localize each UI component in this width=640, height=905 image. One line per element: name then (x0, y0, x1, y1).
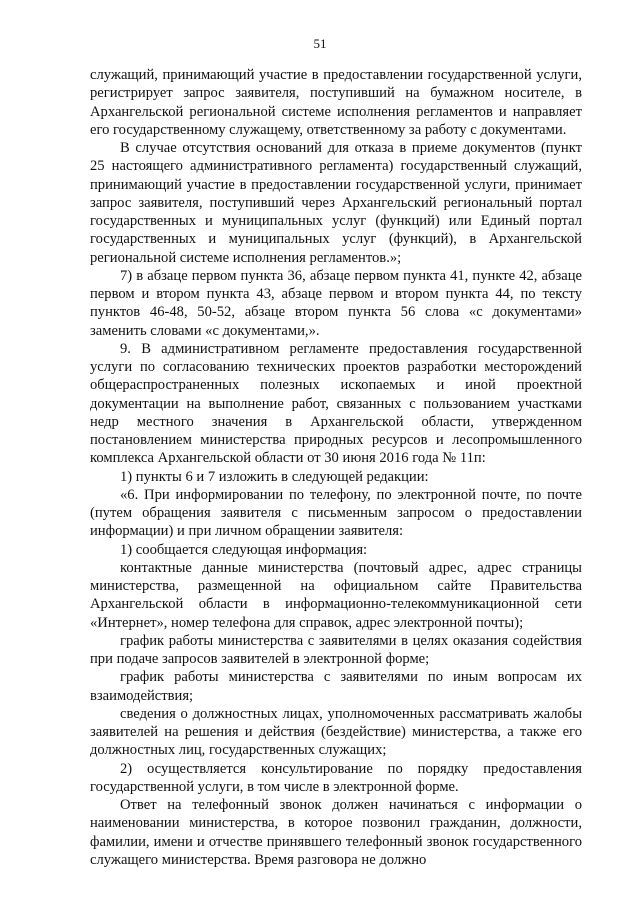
paragraph: график работы министерства с заявителями в целях оказания содействия при подаче запросов заявителей в электронной форме; (90, 632, 582, 667)
paragraph: 2) осуществляется консультирование по порядку предоставления государственной услуги, в том числе в электронной форме. (90, 760, 582, 795)
paragraph: «6. При информировании по телефону, по электронной почте, по почте (путем обращения заявителя с письменным запросом о предоставлении информации) и при личном обращении заявителя: (90, 486, 582, 540)
paragraph: В случае отсутствия оснований для отказа в приеме документов (пункт 25 настоящего административного регламента) государственный служащий, принимающий участие в предоставлении государственной услуги, принимает запрос заявителя, поступивший через Архангельский региональный портал государственных и муниципальных услуг (функций) или Единый портал государственных и муниципальных услуг (функций), в Архангельской региональной системе исполнения регламентов.»; (90, 140, 582, 266)
paragraph: сведения о должностных лицах, уполномоченных рассматривать жалобы заявителей на решения и действия (бездействие) министерства, а также его должностных лиц, государственных служащих; (90, 705, 582, 759)
paragraph: 7) в абзаце первом пункта 36, абзаце первом пункта 41, пункте 42, абзаце первом и втором пункта 43, абзаце первом и втором пункта 44, по тексту пунктов 46-48, 50-52, абзаце втором пункта 56 слова «с документами» заменить словами «с документами,». (90, 267, 582, 339)
page-number: 51 (313, 36, 327, 51)
document-body (90, 66, 582, 869)
paragraph: график работы министерства с заявителями по иным вопросам их взаимодействия; (90, 669, 582, 704)
paragraph: Ответ на телефонный звонок должен начинаться с информации о наименовании министерства, в которое позвонил гражданин, должности, фамилии, имени и отчестве принявшего телефонный звонок государственного служащего министерства. Время разговора не должно (90, 797, 582, 868)
paragraph: 9. В административном регламенте предоставления государственной услуги по согласованию технических проектов разработки месторождений общераспространенных полезных ископаемых и иной проектной документации на выполнение работ, связанных с пользованием участками недр местного значения в Архангельской области, утвержденном постановлением министерства природных ресурсов и лесопромышленного комплекса Архангельской области от 30 июня 2016 года № 11п: (90, 340, 582, 467)
paragraph: 1) пункты 6 и 7 изложить в следующей редакции: (120, 468, 429, 485)
paragraph: 1) сообщается следующая информация: (120, 541, 368, 558)
paragraph: контактные данные министерства (почтовый адрес, адрес страницы министерства, размещенной на официальном сайте Правительства Архангельской области в информационно-телекоммуникационной сети «Интернет», номер телефона для справок, адрес электронной почты); (90, 559, 582, 631)
paragraph-continuation: служащий, принимающий участие в предоставлении государственной услуги, регистрирует запрос заявителя, поступивший на бумажном носителе, в Архангельской региональной системе исполнения регламентов и направляет его государственному служащему, ответственному за работу с документами. (90, 67, 582, 138)
